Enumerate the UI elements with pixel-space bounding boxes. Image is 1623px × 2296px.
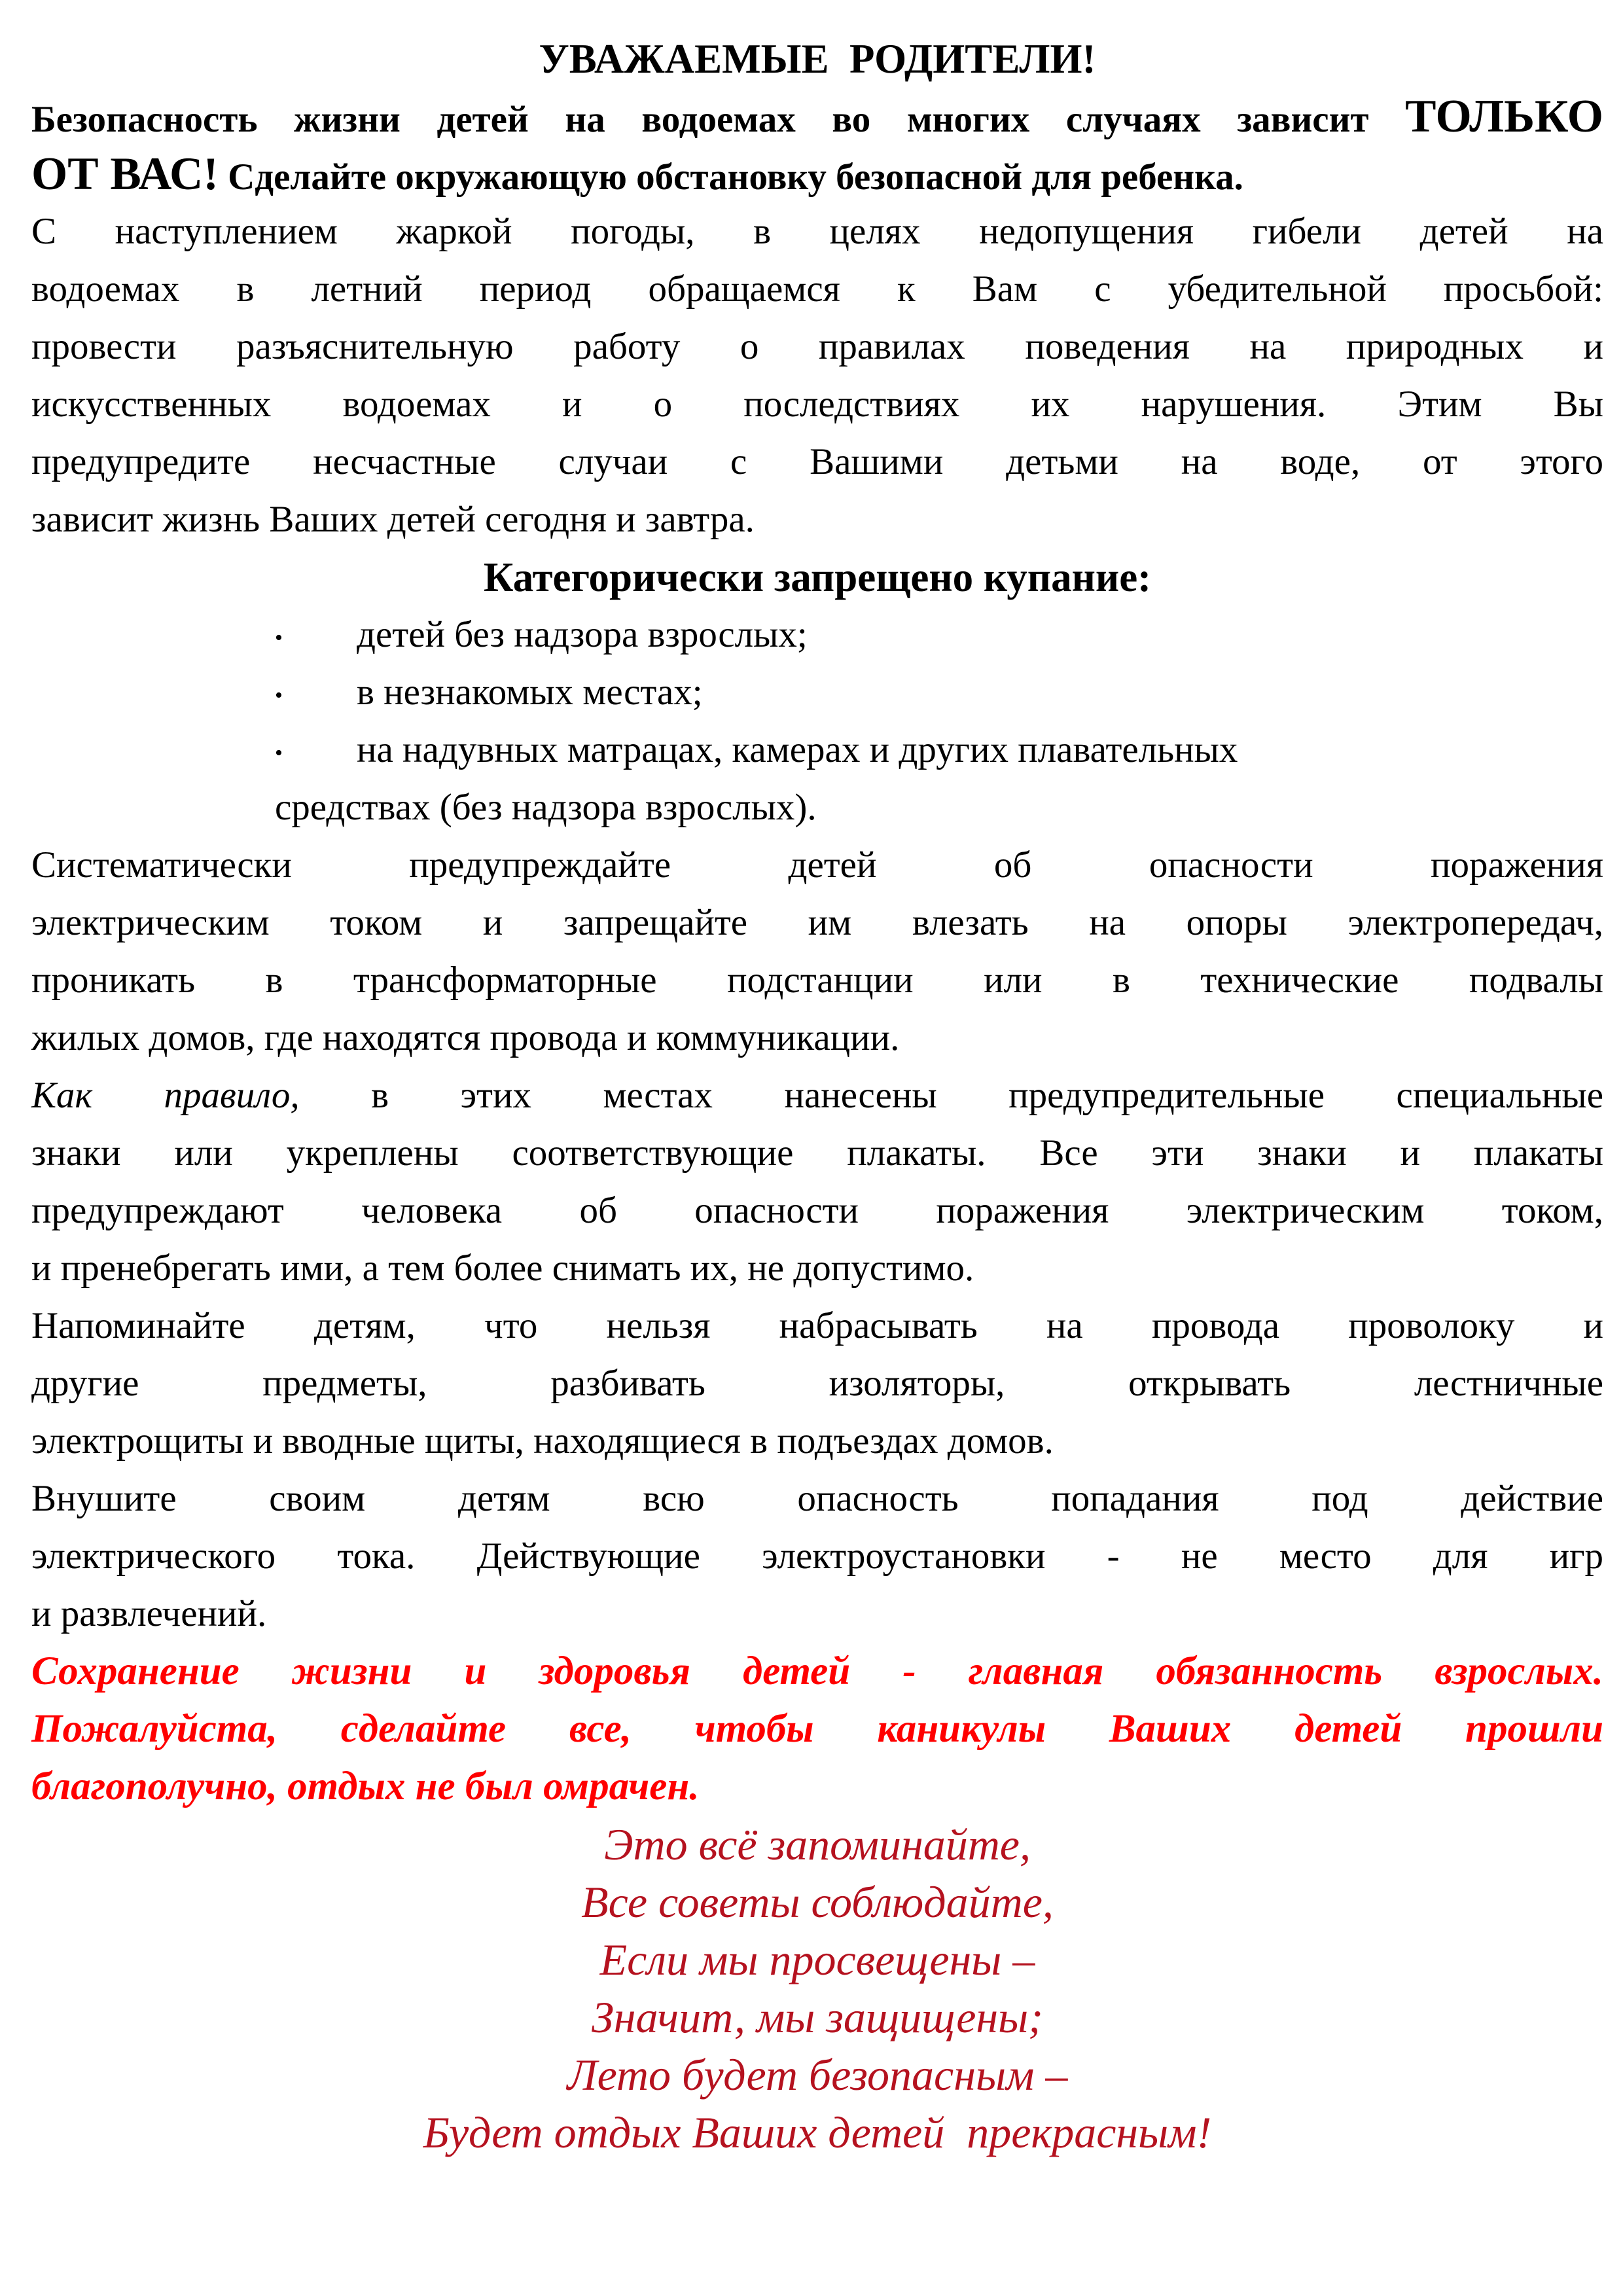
paragraph-line — [31, 491, 1603, 548]
bullet-item — [275, 664, 1603, 721]
text-segment: Лето будет безопасным – — [567, 2050, 1068, 2100]
text-segment: электрическим током и запрещайте им влезать на опоры электропередач, — [31, 902, 1603, 943]
paragraph-line — [31, 952, 1603, 1009]
poem-line — [31, 1816, 1603, 1873]
paragraph-line — [31, 1585, 1603, 1643]
bullet-item — [275, 606, 1603, 664]
bullet-item — [275, 721, 1603, 779]
paragraph-line — [31, 1412, 1603, 1470]
text-segment: Систематически предупреждайте детей об опасности поражения — [31, 844, 1603, 886]
poem-line — [31, 1873, 1603, 1931]
paragraph-line — [31, 318, 1603, 376]
text-segment: Это всё запоминайте, — [604, 1820, 1031, 1869]
red-statement-line — [31, 1758, 1603, 1816]
text-segment: на надувных матрацах, камерах и других плавательных — [357, 729, 1238, 770]
bullet-icon: • — [275, 740, 283, 765]
text-segment: детей без надзора взрослых; — [357, 614, 808, 655]
text-segment: Сохранение жизни и здоровья детей - главная обязанность взрослых. — [31, 1649, 1603, 1693]
paragraph-line — [31, 1297, 1603, 1355]
poem-line — [31, 2104, 1603, 2161]
text-segment: и пренебрегать ими, а тем более снимать их, не допустимо. — [31, 1247, 974, 1289]
paragraph-line — [31, 1528, 1603, 1585]
text-segment: Значит, мы защищены; — [592, 1992, 1043, 2042]
paragraph-line — [31, 1355, 1603, 1412]
red-statement-line — [31, 1643, 1603, 1700]
poem-line — [31, 1988, 1603, 2046]
paragraph-line — [31, 1470, 1603, 1528]
text-segment: Все советы соблюдайте, — [581, 1877, 1054, 1927]
text-segment: УВАЖАЕМЫЕ РОДИТЕЛИ! — [539, 36, 1096, 82]
text-segment: и развлечений. — [31, 1593, 267, 1634]
red-statement-line — [31, 1700, 1603, 1758]
text-segment: благополучно, отдых не был омрачен. — [31, 1765, 700, 1808]
text-segment: в этих местах нанесены предупредительные специальные — [299, 1075, 1603, 1116]
text-segment: проникать в трансформаторные подстанции или в технические подвалы — [31, 960, 1603, 1001]
text-segment: другие предметы, разбивать изоляторы, открывать лестничные — [31, 1363, 1603, 1404]
text-segment: Сделайте окружающую обстановку безопасной для ребенка. — [218, 156, 1243, 198]
text-segment: провести разъяснительную работу о правилах поведения на природных и — [31, 326, 1603, 367]
text-segment: Внушите своим детям всю опасность попадания под действие — [31, 1478, 1603, 1519]
text-segment: Категорически запрещено купание: — [483, 554, 1152, 600]
paragraph-line — [31, 203, 1603, 260]
paragraph-line — [31, 894, 1603, 952]
intro-line — [31, 145, 1603, 203]
section-heading — [31, 548, 1603, 606]
text-segment: предупредите несчастные случаи с Вашими детьми на воде, от этого — [31, 441, 1603, 482]
text-segment: знаки или укреплены соответствующие плакаты. Все эти знаки и плакаты — [31, 1132, 1603, 1174]
text-segment: Если мы просвещены – — [599, 1935, 1035, 1984]
paragraph-line — [31, 836, 1603, 894]
poem-line — [31, 2046, 1603, 2104]
text-segment: С наступлением жаркой погоды, в целях недопущения гибели детей на — [31, 211, 1603, 252]
paragraph-line — [31, 1067, 1603, 1124]
text-segment: Безопасность жизни детей на водоемах во многих случаях зависит — [31, 99, 1406, 140]
bullet-icon: • — [275, 683, 283, 708]
text-segment: жилых домов, где находятся провода и коммуникации. — [31, 1017, 900, 1058]
text-segment: средствах (без надзора взрослых). — [275, 787, 817, 828]
intro-line — [31, 88, 1603, 145]
text-segment: водоемах в летний период обращаемся к Вам с убедительной просьбой: — [31, 268, 1603, 310]
paragraph-line — [31, 1182, 1603, 1240]
paragraph-line — [31, 260, 1603, 318]
text-segment: Напоминайте детям, что нельзя набрасывать на провода проволоку и — [31, 1305, 1603, 1346]
text-segment: Пожалуйста, сделайте все, чтобы каникулы Ваших детей прошли — [31, 1707, 1603, 1751]
paragraph-line — [31, 1009, 1603, 1067]
text-segment: зависит жизнь Ваших детей сегодня и завтра. — [31, 499, 755, 540]
text-segment: электрического тока. Действующие электроустановки - не место для игр — [31, 1535, 1603, 1577]
paragraph-line — [31, 433, 1603, 491]
bullet-icon: • — [275, 625, 283, 650]
text-segment: Будет отдых Ваших детей прекрасным! — [423, 2108, 1212, 2157]
text-segment: предупреждают человека об опасности поражения электрическим током, — [31, 1190, 1603, 1231]
bullet-continuation — [275, 779, 1603, 836]
text-segment: ТОЛЬКО — [1405, 91, 1603, 142]
paragraph-line — [31, 376, 1603, 433]
text-segment: искусственных водоемах и о последствиях их нарушения. Этим Вы — [31, 384, 1603, 425]
text-segment: электрощиты и вводные щиты, находящиеся в подъездах домов. — [31, 1420, 1054, 1462]
text-segment: Как правило, — [31, 1075, 300, 1116]
text-segment: в незнакомых местах; — [357, 672, 703, 713]
page-title — [31, 30, 1603, 88]
poem-line — [31, 1931, 1603, 1988]
text-segment: ОТ ВАС! — [31, 149, 219, 200]
paragraph-line — [31, 1240, 1603, 1297]
paragraph-line — [31, 1124, 1603, 1182]
